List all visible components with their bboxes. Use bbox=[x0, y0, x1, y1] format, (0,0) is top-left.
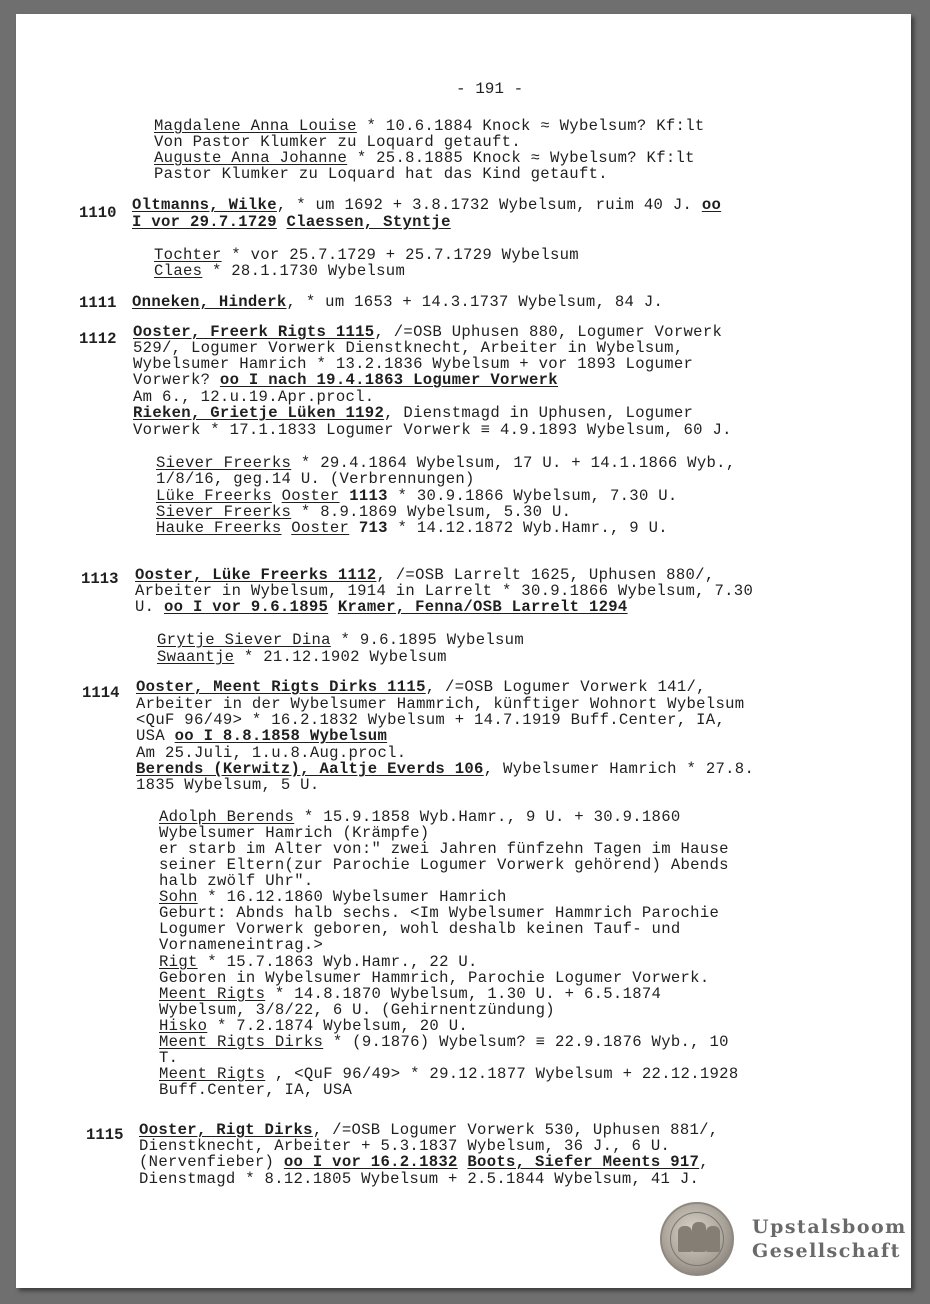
underlined-name: Magdalene Anna Louise bbox=[154, 117, 357, 135]
line-text: seiner Eltern(zur Parochie Logumer Vorwerk gehörend) Abends bbox=[159, 856, 729, 874]
text-line bbox=[133, 422, 732, 438]
text-line bbox=[133, 372, 558, 388]
text-line bbox=[135, 583, 753, 599]
line-text: , <QuF 96/49> * 29.12.1877 Wybelsum + 22.12.1928 bbox=[265, 1065, 739, 1083]
text-line bbox=[133, 324, 722, 340]
text-line bbox=[159, 986, 661, 1002]
text-line bbox=[132, 294, 663, 310]
line-text: * 7.2.1874 Wybelsum, 20 U. bbox=[207, 1017, 469, 1035]
line-text: 1/8/16, geg.14 U. (Verbrennungen) bbox=[156, 470, 475, 488]
text-line bbox=[159, 905, 719, 921]
underlined-name: I vor 29.7.1729 bbox=[132, 213, 277, 231]
line-text: 1113 bbox=[349, 487, 388, 505]
text-line bbox=[156, 504, 571, 520]
line-text: * 15.7.1863 Wyb.Hamr., 22 U. bbox=[197, 953, 478, 971]
text-line bbox=[159, 873, 314, 889]
underlined-name: Rieken, Grietje Lüken 1192 bbox=[133, 404, 385, 422]
underlined-name: Tochter bbox=[154, 246, 222, 264]
text-line bbox=[136, 728, 387, 744]
line-text: T. bbox=[159, 1049, 179, 1067]
entry-number: 1114 bbox=[82, 684, 120, 702]
text-line bbox=[139, 1122, 718, 1138]
underlined-name: Ooster, Lüke Freerks 1112 bbox=[135, 566, 377, 584]
line-text: * 14.12.1872 Wyb.Hamr., 9 U. bbox=[387, 519, 668, 537]
line-text: * 21.12.1902 Wybelsum bbox=[234, 648, 447, 666]
underlined-name: Ooster bbox=[281, 487, 340, 505]
line-text: , Dienstmagd in Uphusen, Logumer bbox=[384, 404, 694, 422]
underlined-name: Meent Rigts Dirks bbox=[159, 1033, 324, 1051]
line-text: Wybelsumer Hamrich * 13.2.1836 Wybelsum + vor 1893 Logumer bbox=[133, 355, 694, 373]
line-text: Logumer Vorwerk geboren, wohl deshalb keinen Tauf- und bbox=[159, 920, 681, 938]
underlined-name: Hauke Freerks bbox=[156, 519, 282, 537]
text-line bbox=[132, 214, 451, 230]
text-line bbox=[154, 166, 608, 182]
text-line bbox=[159, 954, 478, 970]
text-line bbox=[159, 1050, 178, 1066]
text-line bbox=[159, 825, 429, 841]
text-line bbox=[135, 567, 714, 583]
underlined-name: oo I 8.8.1858 Wybelsum bbox=[174, 727, 388, 745]
underlined-name: Sohn bbox=[159, 888, 198, 906]
underlined-name: Swaantje bbox=[157, 648, 235, 666]
underlined-name: Lüke Freerks bbox=[156, 487, 272, 505]
line-text: 529/, Logumer Vorwerk Dienstknecht, Arbeiter in Wybelsum, bbox=[133, 339, 684, 357]
underlined-name: Meent Rigts bbox=[159, 985, 266, 1003]
underlined-name: oo I nach 19.4.1863 Logumer Vorwerk bbox=[219, 371, 558, 389]
entry-number: 1111 bbox=[79, 294, 117, 312]
line-text: (Nervenfieber) bbox=[139, 1153, 284, 1171]
logo-text-line2: Gesellschaft bbox=[752, 1240, 901, 1262]
line-text: * 10.6.1884 Knock ≈ Wybelsum? Kf:lt bbox=[356, 117, 705, 135]
text-line bbox=[133, 389, 374, 405]
line-text bbox=[458, 1153, 468, 1171]
underlined-name: Meent Rigts bbox=[159, 1065, 266, 1083]
underlined-name: Grytje Siever Dina bbox=[157, 631, 331, 649]
line-text: Am 25.Juli, 1.u.8.Aug.procl. bbox=[136, 744, 407, 762]
underlined-name: oo I vor 16.2.1832 bbox=[283, 1153, 458, 1171]
text-line bbox=[159, 1002, 555, 1018]
underlined-name: Ooster, Rigt Dirks bbox=[139, 1121, 313, 1139]
line-text: Am 6., 12.u.19.Apr.procl. bbox=[133, 388, 375, 406]
line-text: Von Pastor Klumker zu Loquard getauft. bbox=[154, 133, 521, 151]
text-line bbox=[136, 696, 744, 712]
underlined-name: Onneken, Hinderk bbox=[132, 293, 287, 311]
line-text: , bbox=[699, 1153, 709, 1171]
line-text: Vorwerk * 17.1.1833 Logumer Vorwerk ≡ 4.9.1893 Wybelsum, 60 J. bbox=[133, 421, 732, 439]
text-line bbox=[136, 761, 754, 777]
line-text: * 30.9.1866 Wybelsum, 7.30 U. bbox=[387, 487, 678, 505]
line-text: U. bbox=[135, 598, 164, 616]
text-line bbox=[159, 921, 681, 937]
line-text: * vor 25.7.1729 + 25.7.1729 Wybelsum bbox=[221, 246, 579, 264]
text-line bbox=[156, 488, 678, 504]
text-line bbox=[136, 712, 725, 728]
line-text bbox=[349, 519, 359, 537]
underlined-name: Claessen, Styntje bbox=[286, 213, 451, 231]
line-text: * 15.9.1858 Wyb.Hamr., 9 U. + 30.9.1860 bbox=[294, 808, 681, 826]
society-seal-icon bbox=[660, 1202, 734, 1276]
line-text: Wybelsum, 3/8/22, 6 U. (Gehirnentzündung) bbox=[159, 1001, 555, 1019]
text-line bbox=[133, 356, 693, 372]
underlined-name: Auguste Anna Johanne bbox=[154, 149, 348, 167]
entry-number: 1115 bbox=[86, 1126, 124, 1144]
text-line bbox=[154, 150, 695, 166]
line-text bbox=[328, 598, 338, 616]
entry-number: 1113 bbox=[81, 570, 119, 588]
line-text: Buff.Center, IA, USA bbox=[159, 1081, 353, 1099]
line-text: * 29.4.1864 Wybelsum, 17 U. + 14.1.1866 Wyb., bbox=[291, 454, 736, 472]
text-line bbox=[159, 1082, 352, 1098]
line-text: 1835 Wybelsum, 5 U. bbox=[136, 776, 320, 794]
text-line bbox=[133, 405, 693, 421]
text-line bbox=[136, 745, 406, 761]
text-line bbox=[133, 340, 684, 356]
text-line bbox=[159, 889, 507, 905]
page-number: - 191 - bbox=[456, 80, 524, 98]
logo-text-line1: Upstalsboom bbox=[752, 1216, 907, 1238]
text-line bbox=[159, 809, 681, 825]
line-text: er starb im Alter von:" zwei Jahren fünfzehn Tagen im Hause bbox=[159, 840, 729, 858]
underlined-name: Ooster, Meent Rigts Dirks 1115 bbox=[136, 678, 426, 696]
line-text bbox=[277, 213, 287, 231]
line-text bbox=[282, 519, 292, 537]
line-text: * 8.9.1869 Wybelsum, 5.30 U. bbox=[291, 503, 572, 521]
entry-number: 1110 bbox=[79, 204, 117, 222]
text-line bbox=[157, 632, 524, 648]
line-text: 713 bbox=[358, 519, 388, 537]
underlined-name: Claes bbox=[154, 262, 203, 280]
text-line bbox=[159, 1066, 738, 1082]
line-text: * (9.1876) Wybelsum? ≡ 22.9.1876 Wyb., 10 bbox=[323, 1033, 729, 1051]
line-text: USA bbox=[136, 727, 175, 745]
line-text: Geboren in Wybelsumer Hammrich, Parochie Logumer Vorwerk. bbox=[159, 969, 710, 987]
underlined-name: Adolph Berends bbox=[159, 808, 295, 826]
line-text: Dienstmagd * 8.12.1805 Wybelsum + 2.5.1844 Wybelsum, 41 J. bbox=[139, 1170, 700, 1188]
line-text: , /=OSB Logumer Vorwerk 141/, bbox=[425, 678, 706, 696]
line-text: halb zwölf Uhr". bbox=[159, 872, 314, 890]
text-line bbox=[132, 197, 721, 213]
text-line bbox=[157, 649, 447, 665]
text-line bbox=[159, 1034, 729, 1050]
underlined-name: Rigt bbox=[159, 953, 198, 971]
text-line bbox=[139, 1138, 670, 1154]
line-text: Arbeiter in der Wybelsumer Hammrich, künftiger Wohnort Wybelsum bbox=[136, 695, 745, 713]
text-line bbox=[156, 455, 735, 471]
text-line bbox=[135, 599, 628, 615]
text-line bbox=[159, 841, 729, 857]
line-text: Vornameneintrag.> bbox=[159, 936, 324, 954]
line-text: Wybelsumer Hamrich (Krämpfe) bbox=[159, 824, 430, 842]
text-line bbox=[156, 520, 668, 536]
underlined-name: Siever Freerks bbox=[156, 503, 292, 521]
text-line bbox=[156, 471, 475, 487]
underlined-name: Oltmanns, Wilke bbox=[132, 196, 277, 214]
line-text: Pastor Klumker zu Loquard hat das Kind getauft. bbox=[154, 165, 608, 183]
text-line bbox=[154, 118, 705, 134]
document-page bbox=[16, 14, 911, 1288]
line-text: , /=OSB Logumer Vorwerk 530, Uphusen 881/, bbox=[312, 1121, 719, 1139]
text-line bbox=[154, 247, 579, 263]
text-line bbox=[136, 679, 706, 695]
text-line bbox=[136, 777, 320, 793]
text-line bbox=[159, 937, 323, 953]
line-text: , /=OSB Uphusen 880, Logumer Vorwerk bbox=[374, 323, 723, 341]
text-line bbox=[139, 1171, 699, 1187]
text-line bbox=[159, 970, 710, 986]
underlined-name: Hisko bbox=[159, 1017, 208, 1035]
text-line bbox=[159, 857, 729, 873]
text-line bbox=[159, 1018, 468, 1034]
line-text: * 9.6.1895 Wybelsum bbox=[330, 631, 524, 649]
line-text: * 16.12.1860 Wybelsumer Hamrich bbox=[197, 888, 507, 906]
underlined-name: Ooster, Freerk Rigts 1115 bbox=[133, 323, 375, 341]
underlined-name: Berends (Kerwitz), Aaltje Everds 106 bbox=[136, 760, 484, 778]
entry-number: 1112 bbox=[79, 330, 117, 348]
line-text: * 14.8.1870 Wybelsum, 1.30 U. + 6.5.1874 bbox=[265, 985, 662, 1003]
underlined-name: Kramer, Fenna/OSB Larrelt 1294 bbox=[337, 598, 628, 616]
line-text: , * um 1653 + 14.3.1737 Wybelsum, 84 J. bbox=[286, 293, 664, 311]
line-text: Arbeiter in Wybelsum, 1914 in Larrelt * 30.9.1866 Wybelsum, 7.30 bbox=[135, 582, 754, 600]
line-text: , * um 1692 + 3.8.1732 Wybelsum, ruim 40 J. bbox=[276, 196, 702, 214]
underlined-name: oo bbox=[701, 196, 722, 214]
text-line bbox=[139, 1154, 709, 1170]
underlined-name: Boots, Siefer Meents 917 bbox=[467, 1153, 700, 1171]
line-text: , Wybelsumer Hamrich * 27.8. bbox=[483, 760, 755, 778]
underlined-name: Ooster bbox=[291, 519, 350, 537]
underlined-name: Siever Freerks bbox=[156, 454, 292, 472]
line-text: <QuF 96/49> * 16.2.1832 Wybelsum + 14.7.1919 Buff.Center, IA, bbox=[136, 711, 726, 729]
line-text: , /=OSB Larrelt 1625, Uphusen 880/, bbox=[376, 566, 715, 584]
text-line bbox=[154, 263, 405, 279]
line-text: * 28.1.1730 Wybelsum bbox=[202, 262, 406, 280]
line-text: Vorwerk? bbox=[133, 371, 220, 389]
line-text: * 25.8.1885 Knock ≈ Wybelsum? Kf:lt bbox=[347, 149, 695, 167]
underlined-name: oo I vor 9.6.1895 bbox=[163, 598, 329, 616]
line-text: Dienstknecht, Arbeiter + 5.3.1837 Wybelsum, 36 J., 6 U. bbox=[139, 1137, 671, 1155]
text-line bbox=[154, 134, 521, 150]
line-text: Geburt: Abnds halb sechs. <Im Wybelsumer Hammrich Parochie bbox=[159, 904, 720, 922]
